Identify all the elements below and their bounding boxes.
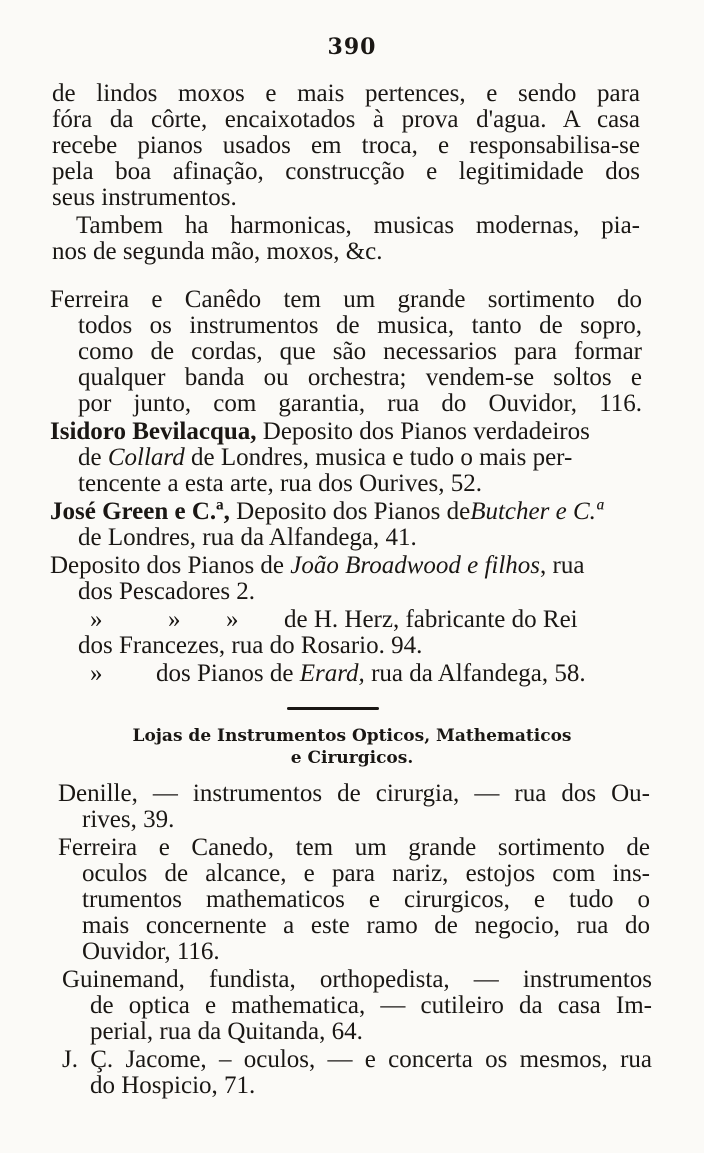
page-number: 390 <box>327 34 377 60</box>
entry-line: Ouvidor, 116. <box>82 938 220 965</box>
entry-line: tencente a esta arte, rua dos Ourives, 52. <box>78 470 483 497</box>
entry-line: dos Pescadores 2. <box>78 578 256 605</box>
entry-line: mais concernente a este ramo de negocio, rua do <box>82 912 650 939</box>
section-heading: e Cirurgicos. <box>290 748 414 768</box>
entry-line <box>50 418 590 446</box>
ditto-mark: » <box>90 660 103 687</box>
entry-line: Denille, — instrumentos de cirurgia, — rua dos Ou- <box>58 780 650 807</box>
text-line: fóra da côrte, encaixotados à prova d'agua. A casa <box>52 106 640 133</box>
entry-line: como de cordas, que são necessarios para formar <box>78 338 642 365</box>
entry-line: de Londres, rua da Alfandega, 41. <box>78 524 417 551</box>
entry-text: de Londres, musica e tudo o mais per- <box>190 444 573 471</box>
entry-line: do Hospicio, 71. <box>90 1072 256 1099</box>
entry-text: rua da Alfandega, 58. <box>371 660 586 687</box>
entry-text: de H. Herz, fabricante do Rei <box>284 606 578 633</box>
entry-line: qualquer banda ou orchestra; vendem-se soltos e <box>78 364 642 391</box>
entry-line <box>90 606 578 634</box>
entry-text: , rua <box>540 552 585 579</box>
entry-text: Deposito dos Pianos verdadeiros <box>262 418 590 445</box>
entry-line: oculos de alcance, e para nariz, estojos com ins- <box>82 860 650 887</box>
text-line: nos de segunda mão, moxos, &c. <box>52 238 383 265</box>
ditto-mark: » <box>226 606 239 633</box>
entry-text: dos Pianos de <box>156 660 294 687</box>
entry-line <box>50 498 603 526</box>
entry-line: J. Ç. Jacome, – oculos, — e concerta os mesmos, rua <box>62 1046 652 1073</box>
brand-name: João Broadwood e filhos <box>290 552 541 579</box>
entry-text: Deposito dos Pianos de <box>236 498 471 525</box>
entry-line: dos Francezes, rua do Rosario. 94. <box>78 632 423 659</box>
text-line: Tambem ha harmonicas, musicas modernas, pia- <box>76 212 640 239</box>
ditto-mark: » <box>168 606 181 633</box>
text-line: recebe pianos usados em troca, e responsabilisa-se <box>52 132 640 159</box>
entry-line <box>78 444 572 472</box>
text-line: pela boa afinação, construcção e legitimidade dos <box>52 158 640 185</box>
entry-line: rives, 39. <box>82 806 175 833</box>
brand-name: Erard, <box>299 660 365 687</box>
text-line: de lindos moxos e mais pertences, e sendo para <box>52 80 640 107</box>
entry-line: perial, rua da Quitanda, 64. <box>90 1018 363 1045</box>
text-line: seus instrumentos. <box>52 184 237 211</box>
entry-line: por junto, com garantia, rua do Ouvidor, 116. <box>78 390 642 417</box>
entry-text: Deposito dos Pianos de <box>50 552 285 579</box>
section-divider <box>287 707 379 710</box>
brand-name: Collard <box>107 444 185 471</box>
ditto-mark: » <box>90 606 103 633</box>
merchant-name: José Green e C.ª, <box>50 498 230 525</box>
entry-line <box>90 660 586 688</box>
entry-text: de <box>78 444 102 471</box>
entry-line: Ferreira e Canêdo tem um grande sortimento do <box>50 286 642 313</box>
section-heading: Lojas de Instrumentos Opticos, Mathematicos <box>132 726 572 746</box>
merchant-name: Isidoro Bevilacqua, <box>50 418 257 445</box>
entry-line: todos os instrumentos de musica, tanto de sopro, <box>78 312 642 339</box>
entry-line: Ferreira e Canedo, tem um grande sortimento de <box>58 834 650 861</box>
entry-line <box>50 552 584 580</box>
brand-name: Butcher e C.ª <box>470 498 603 525</box>
entry-line: de optica e mathematica, — cutileiro da casa Im- <box>90 992 652 1019</box>
entry-line: trumentos mathematicos e cirurgicos, e tudo o <box>82 886 650 913</box>
entry-line: Guinemand, fundista, orthopedista, — instrumentos <box>62 966 652 993</box>
